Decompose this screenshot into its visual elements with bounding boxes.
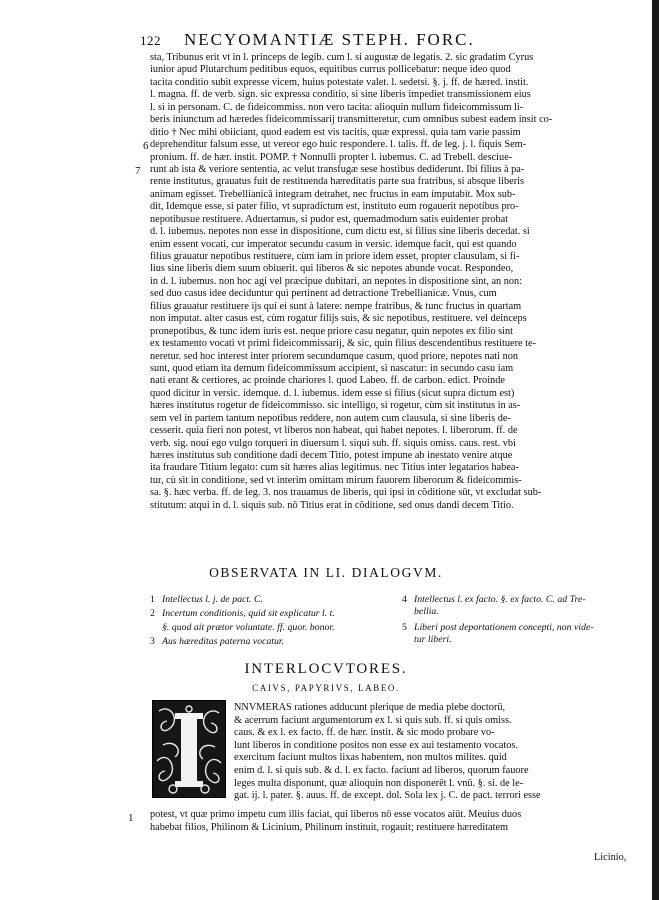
text-line: in d. l. iubemus. non hoc agi vel præcipue dubitari, an nepotes in dispositione sint, an non:: [150, 275, 523, 287]
page-edge-shadow: [652, 0, 659, 900]
text-line: NNVMERAS rationes adducunt plerique de media plebe doctorū,: [234, 702, 506, 713]
main-text-block: [150, 52, 640, 512]
text-line: pronium. ff. de hær. instit. POMP. † Nonnulli propter l. iubemus. C. ad Trebell. desciue-: [150, 151, 513, 163]
text-line: runt ab ista & veriore sententia, ac velut transfugæ sese hostibus dediderunt. Ibi filius à pa-: [150, 163, 525, 175]
text-line: filius grauatur restituere ijs qui ei sunt à latere: nempe fratribus, & tunc fructus in quartam: [150, 300, 522, 312]
text-line: neretur. sed hoc interest inter priorem secundumque casum, quod priore, nepotes nati non: [150, 350, 519, 362]
speakers-line: CAIVS, PAPYRIVS, LABEO.: [252, 683, 400, 693]
page-header: [140, 30, 650, 52]
text-line: nepotibusue restituere. Aduertamus, si pudor est, quemadmodum satis euidenter probat: [150, 213, 509, 225]
text-line: tur, cù sit in conditione, sed vt interim omittam mirum fauorem liberorum & fideicommis-: [150, 474, 522, 486]
text-line: habebat filios, Philinom & Licinium, Philinum instituit, rogauit; restituere hæreditatem: [150, 821, 509, 833]
dialog-opening-text: [234, 702, 640, 803]
text-line: cesserit. quia fieri non potest, vt liberos non habeat, qui habet nepotes. l. liberorum. ff. de: [150, 425, 518, 437]
section-heading: OBSERVATA IN LI. DIALOGVM.: [209, 565, 443, 580]
text-line: exercitum faciunt multos lixas habentem, non multos milites. quid: [234, 752, 507, 764]
text-line: sa. §. hæc verba. ff. de leg. 3. nos trauamus de liberis, qui ipsi in cõditione sūt, vt excludat sub-: [150, 487, 542, 499]
text-line: & acerrum faciunt argumentorum ex l. si quis sub. ff. si quis omiss.: [234, 714, 512, 726]
text-line: quod dicitur in versic. idemque. d. l. iubemus. idem esse si filius (sicut supra dictum est): [150, 387, 515, 399]
dialog-continued-text: [150, 809, 640, 834]
topic-item: 2 Incertum conditionis, quid sit explicatur l. t.: [150, 608, 335, 619]
text-line: beris iniunctum ad hæredes fideicommissarij transmitteretur, cum omnibus subest eadem insit co-: [150, 114, 553, 126]
text-line: sed duo casus idee deciduntur qui pertinent ad detractione Trebellianicæ. Vnus, cum: [150, 288, 497, 300]
text-line: verb. sig. nouí ego vulgo torqueri in diuersum l. siqui sub. ff. siquis omiss. caus. rest. vbi: [150, 437, 516, 449]
margin-note-number: 7: [135, 165, 141, 177]
text-line: nati erant & certiores, ac proinde chariores l. quod Labeo. ff. de carbon. edict. Proinde: [150, 375, 505, 387]
topic-item: 1 Intellectus l. j. de pact. C.: [150, 594, 263, 605]
text-line: caus. & ex l. ex facto. ff. de hær. instit. & sic modo probare vo-: [234, 727, 495, 739]
text-line: dit, Idemque esse, si pater filio, vt supradictum est, instituto eum rogauerit nepotibus pro-: [150, 201, 519, 213]
text-line: lunt liberos in conditione positos non esse ex aui testamento vocatos.: [234, 739, 518, 751]
text-line: pronepotibus, & tunc idem iuris est. neque priore casu negatur, quin nepotes ex filio sint: [150, 325, 514, 337]
text-line: animam egisset. Trebellianicâ integram detrahet, nec fructus in eam imputabit. Mox sub-: [150, 188, 516, 200]
topic-item: 4 Intellectus l. ex facto. §. ex facto. C. ad Tre-: [402, 594, 586, 605]
text-line: potest, vt quæ primo impetu cum illis faciat, qui liberos nō esse vocatos aiūt. Meuius duos: [150, 809, 522, 820]
topic-item: tur liberi.: [414, 634, 452, 645]
text-line: enim essent vocati, cur imperator secundu casum in versic. idemque facit, qui est quando: [150, 238, 517, 250]
text-line: lius sine liberis diem suum obiuerit. qui liberos & sic nepotes abunde vocat. Respondeo,: [150, 263, 514, 275]
text-line: iunior apud Plutarchum peditibus equos, equitibus currus pollicebatur: neque ideo quod: [150, 64, 511, 76]
interlocutores-heading: INTERLOCVTORES.: [244, 661, 408, 677]
text-line: l. magna. ff. de verb. sign. sic expressa conditio, si sine liberis impediet transmissionem eius: [150, 89, 531, 101]
margin-note-number: 1: [128, 812, 134, 824]
page-number: 122: [140, 33, 161, 48]
topic-item: bellia.: [414, 606, 439, 617]
text-line: sta, Tribunus erit vt in l. princeps de legib. cum l. si augustæ de legatis. 2. sic gradatim Cyrus: [150, 52, 534, 63]
text-line: hæres institutus rogetur de fideicommisso. sic intelligo, si rogetur, cùm sit institutus in as-: [150, 400, 521, 412]
text-line: filius grauatur nepotibus restituere, cùm iam in priore idem esset, propter clausulam, si fi-: [150, 251, 520, 262]
margin-note-number: 6: [143, 140, 149, 152]
text-line: hæres institutus sub conditione dadi decem Titio, potest impune ab inestato venire atque: [150, 450, 513, 461]
text-line: non imputat. alter casus est, cùm rogatur filijs suis, & sic nepotibus, restituere. vel deinceps: [150, 313, 527, 325]
text-line: sem vel in partem tantum nepotibus reddere, non autem cum clausula, si sine liberis de-: [150, 412, 511, 424]
text-line: tacita conditio subit expresse vicem, huius potestate valet. l. sedetsi. §. j. ff. de hæred. instit.: [150, 76, 529, 88]
text-line: d. l. iubemus. nepotes non esse in dispositione, cum dictu est, si filius sine liberis decedat. si: [150, 226, 530, 238]
text-line: l. si in personam. C. de fideicommiss. non vero tacita: alioquin nullum fideicommissum li-: [150, 101, 524, 113]
text-line: gat. ij. l. pater. §. auus. ff. de except. dol. Sola lex j. C. de pact. terrori esse: [234, 790, 541, 802]
text-line: ita fraudare Titium legato: cum sit hæres alias legitimus. nec Titius inter legatarios habea-: [150, 462, 519, 474]
text-line: stitutum: atqui in d. l. siquis sub. nõ Titius erat in cõditione, sed onus dandi decem Titio.: [150, 499, 514, 511]
topic-item: §. quod ait prætor voluntate. ff. quor. bonor.: [162, 622, 335, 633]
running-title: NECYOMANTIÆ STEPH. FORC.: [184, 30, 475, 49]
text-line: enim d. l. si quis sub. & d. l. ex facto. faciunt ad liberos, quorum fauore: [234, 764, 529, 776]
topic-item: 3 Aus hæreditas paterna vocatur.: [150, 636, 285, 647]
text-line: leges multa disponunt, quæ alioquin non disponerēt l. vnū. §. si. de le-: [234, 777, 524, 789]
text-line: ex testamento vocati vt primi fideicommissarij, & sic, quin filius descendentibus restituere te-: [150, 338, 537, 350]
text-line: deprehenditur falsum esse, ut vereor ego huic respondere. l. talis. ff. de leg. j. l. fiquis Sem-: [150, 139, 527, 151]
ornament-initial-icon: [153, 701, 225, 797]
text-line: ditio † Nec mihi obiiciant, quod eadem est vis tacitis, quæ expressi. quia tam varie passim: [150, 126, 521, 138]
catchword: Licinio,: [594, 852, 627, 863]
topic-item: 5 Liberi post deportationem concepti, non vide-: [402, 622, 594, 633]
text-line: sunt, quod etiam ita demum fideicommissum accipient, si nascatur: in secundo casu iam: [150, 362, 514, 374]
decorated-initial: [152, 700, 226, 798]
text-line: rente institutus, grauatus fuit de restituenda hæreditatis parte sua fratribus, si absque liberis: [150, 176, 525, 188]
